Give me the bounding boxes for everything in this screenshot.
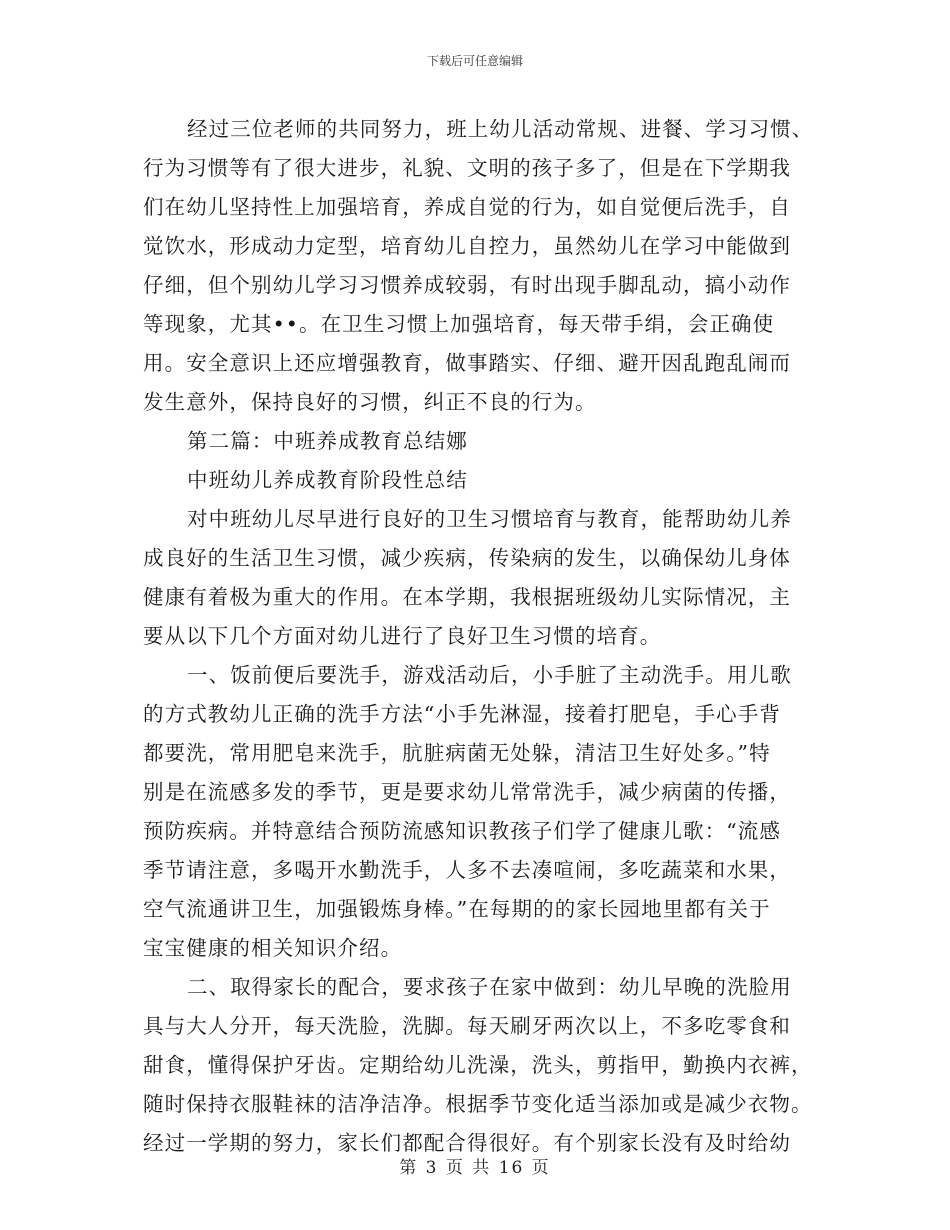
total-page-count: 16 xyxy=(498,1158,525,1178)
paragraph-line: 们在幼儿坚持性上加强培育，养成自觉的行为，如自觉便后洗手，自 xyxy=(143,195,791,219)
page-footer xyxy=(0,1153,950,1178)
paragraph-line: 仔细，但个别幼儿学习习惯养成较弱，有时出现手脚乱动，搞小动作 xyxy=(143,273,791,297)
paragraph-line: 经过一学期的努力，家长们都配合得很好。有个别家长没有及时给幼 xyxy=(143,1131,791,1155)
paragraph-line: 宝宝健康的相关知识介绍。 xyxy=(143,936,403,960)
footer-middle: 页 共 xyxy=(445,1158,492,1178)
paragraph-line: 甜食，懂得保护牙齿。定期给幼儿洗澡，洗头，剪指甲，勤换内衣裤， xyxy=(143,1053,813,1077)
paragraph-line: 随时保持衣服鞋袜的洁净洁净。根据季节变化适当添加或是减少衣物。 xyxy=(143,1092,813,1116)
paragraph-line: 都要洗，常用肥皂来洗手，肮脏病菌无处躲，清洁卫生好处多。”特 xyxy=(143,741,771,765)
paragraph-line: 觉饮水，形成动力定型，培育幼儿自控力，虽然幼儿在学习中能做到 xyxy=(143,234,791,258)
paragraph-line: 一、饭前便后要洗手，游戏活动后，小手脏了主动洗手。用儿歌 xyxy=(187,663,792,687)
paragraph-line: 健康有着极为重大的作用。在本学期，我根据班级幼儿实际情况，主 xyxy=(143,585,791,609)
paragraph-line: 要从以下几个方面对幼儿进行了良好卫生习惯的培育。 xyxy=(143,624,662,648)
section-subheading: 中班幼儿养成教育阶段性总结 xyxy=(187,468,468,492)
paragraph-line: 的方式教幼儿正确的洗手方法“小手先淋湿，接着打肥皂，手心手背 xyxy=(143,702,781,726)
footer-suffix: 页 xyxy=(531,1158,551,1178)
paragraph-line: 空气流通讲卫生，加强锻炼身棒。”在每期的的家长园地里都有关于 xyxy=(143,897,771,921)
section-heading: 第二篇：中班养成教育总结娜 xyxy=(187,429,468,453)
paragraph-line: 具与大人分开，每天洗脸，洗脚。每天刷牙两次以上，不多吃零食和 xyxy=(143,1014,791,1038)
current-page-number: 3 xyxy=(425,1158,439,1178)
paragraph-line: 用。安全意识上还应增强教育，做事踏实、仔细、避开因乱跑乱闹而 xyxy=(143,351,791,375)
paragraph-line: 发生意外，保持良好的习惯，纠正不良的行为。 xyxy=(143,390,597,414)
paragraph-line: 别是在流感多发的季节，更是要求幼儿常常洗手，减少病菌的传播， xyxy=(143,780,791,804)
paragraph-line: 对中班幼儿尽早进行良好的卫生习惯培育与教育，能帮助幼儿养 xyxy=(187,507,792,531)
page-header: 下载后可任意编辑 xyxy=(426,54,523,68)
body-text xyxy=(143,110,813,1163)
footer-prefix: 第 xyxy=(399,1158,419,1178)
paragraph-line: 等现象，尤其••。在卫生习惯上加强培育，每天带手绢，会正确使 xyxy=(143,312,775,336)
paragraph-line: 季节请注意，多喝开水勤洗手，人多不去凑喧闹，多吃蔬菜和水果， xyxy=(143,858,791,882)
paragraph-line: 成良好的生活卫生习惯，减少疾病，传染病的发生，以确保幼儿身体 xyxy=(143,546,791,570)
paragraph-line: 行为习惯等有了很大进步，礼貌、文明的孩子多了，但是在下学期我 xyxy=(143,156,791,180)
paragraph-line: 预防疾病。并特意结合预防流感知识教孩子们学了健康儿歌：“流感 xyxy=(143,819,781,843)
paragraph-line: 二、取得家长的配合，要求孩子在家中做到：幼儿早晚的洗脸用 xyxy=(187,975,792,999)
paragraph-line: 经过三位老师的共同努力，班上幼儿活动常规、进餐、学习习惯、 xyxy=(187,117,814,141)
